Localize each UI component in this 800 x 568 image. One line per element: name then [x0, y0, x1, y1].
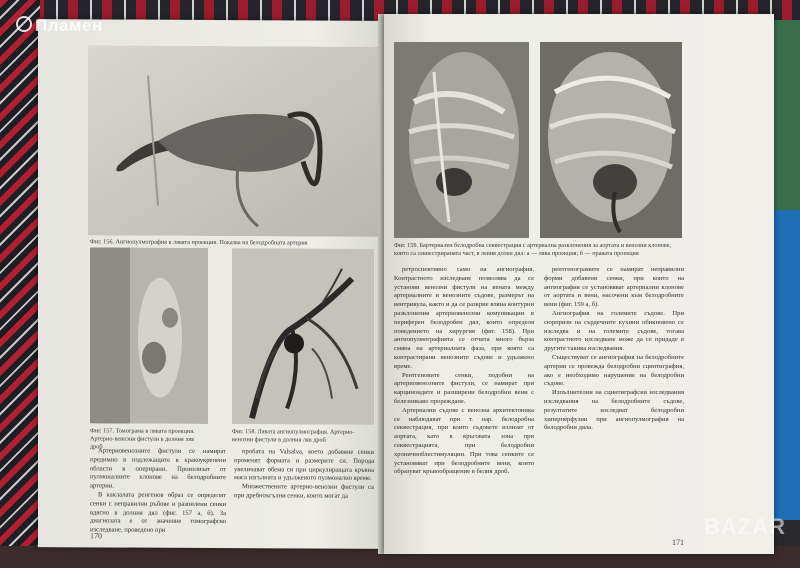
watermark-circle-icon: [16, 16, 32, 32]
figure-156-caption: Фиг. 156. Ангиопулмография в лявата проекция. Показва на белодробната артерия: [90, 238, 308, 247]
left-text-column-2: [234, 448, 374, 502]
watermark-logo: [16, 16, 103, 36]
left-page: [38, 19, 384, 549]
figure-159a-xray: [394, 42, 529, 238]
right-col1-paragraph-1: ретроспективно само на ангиография. Контрастното изследване позволява да се установи венозни фистули на вената между артериалните и венозните съдове, размерът на вентрикула, както и да се разкрие вляна контурни разклонения артериовенозни комуникации в периферен белодробен дял, които определя поведението на хирургия (фиг. 158). При ангиопулмографията се отчита много бърза смяна на артериалната фаза, при която са контрастирани венозните съдове и удължено време.: [394, 266, 534, 370]
right-col2-paragraph-4: Изпълнителни на сцинтиграфски изследвания изследвания на белодробните съдове, резултатите изследват белодробни хиперперфузии при ангиопулмография на белодробни дяла.: [544, 389, 684, 432]
book-cover-edge-green: [770, 20, 800, 210]
right-col1-paragraph-2: Рентгеновите сенки, подобни на артериовенозните фистули, се намират при карциноидите и разширени белодробни вени с белезникаво прореждане.: [394, 371, 534, 405]
right-page: [384, 14, 774, 554]
left-col1-paragraph-1: Артериовенозните фистули се намират предимно в подлежащите в кракоукрепени области в оперирани. Произлизат от пулмоналните клонове на белодробните артерии.: [90, 447, 226, 490]
right-col1-paragraph-3: Артериални съдове с венозна архитектоника се наблюдават при т. нар. белодробна секвестрация, при които съдовете излизат от аортата, като в кръговата зона при секвестрацията, при белодробни хроничноблестимуляции. При това сенките се установяват при белодробните вени, които образуват кръвообращение в белия дроб.: [394, 406, 534, 476]
right-text-column-2: [544, 266, 684, 433]
left-col2-paragraph-2: Множествените артерио-венозни фистули са при дребноъгълни сенки, които могат да: [234, 483, 374, 500]
right-page-number: 171: [672, 538, 684, 547]
figure-156-xray: [88, 45, 378, 237]
right-col2-paragraph-2: Ангиография на големите съдове. При сюрпризи на сърдечните кухини обикновено се изследва и на големите съдове, тогава контрастното изследване може да се придаде в другите такива изследвания.: [544, 309, 684, 353]
figure-157-tomogram: [90, 247, 208, 424]
figure-158-angiogram: [232, 248, 374, 425]
figure-157-caption: Фиг. 157. Томограма в лявата проекция. Артерио-венозни фистули в долния ляв дроб: [90, 427, 195, 451]
left-page-number: 170: [90, 531, 102, 541]
right-text-column-1: [394, 266, 534, 477]
left-col1-paragraph-2: В каклалата ренгенов образ се определят сенки с неправилни ръбове и разпилени сенки вдясно в долния дял (фиг. 157 а, б). За диагнозата е от значение томографско изследване, проведено при: [90, 491, 226, 534]
background-left-cloth: [0, 0, 40, 568]
figure-158-caption: Фиг. 158. Лявата ангиопулмография. Артерио-венозни фистули в долния ляв дроб: [232, 428, 355, 444]
right-col2-paragraph-1: рентгенограмите се намират неправилни форми добавени сенки, при които на ангиография се установяват артериални клонове от аортата и вени, насочени към белодробните вени (фиг. 159 а, б).: [544, 266, 684, 309]
figure-159b-xray: [540, 42, 682, 238]
figure-159-caption: Фиг. 159. Бартериален белодробна секвестрация с артериална разклонения за аортата и венозни клонове, които са секвестрираната част, в левия долен дял: а — лява проекция; б — правата проекция: [394, 242, 672, 257]
book-cover-edge-blue: [770, 210, 800, 520]
left-col2-paragraph-1: пробата на Valsalva, което добавяне сенки променят формата и размерите си. Порода увеличават обема си при циркулиращата кръвна маса изгълната и удълженото пулмонално време.: [234, 448, 374, 483]
right-col2-paragraph-3: Съществуват се ангиография на белодробните артерии се провежда белодробни сцинтиграфия, ако е необходимо нарушение на белодробни съдове.: [544, 353, 684, 388]
brand-logo: BAZAR: [704, 514, 786, 539]
left-text-column-1: [90, 447, 226, 536]
watermark-text: Пламен: [35, 16, 103, 35]
